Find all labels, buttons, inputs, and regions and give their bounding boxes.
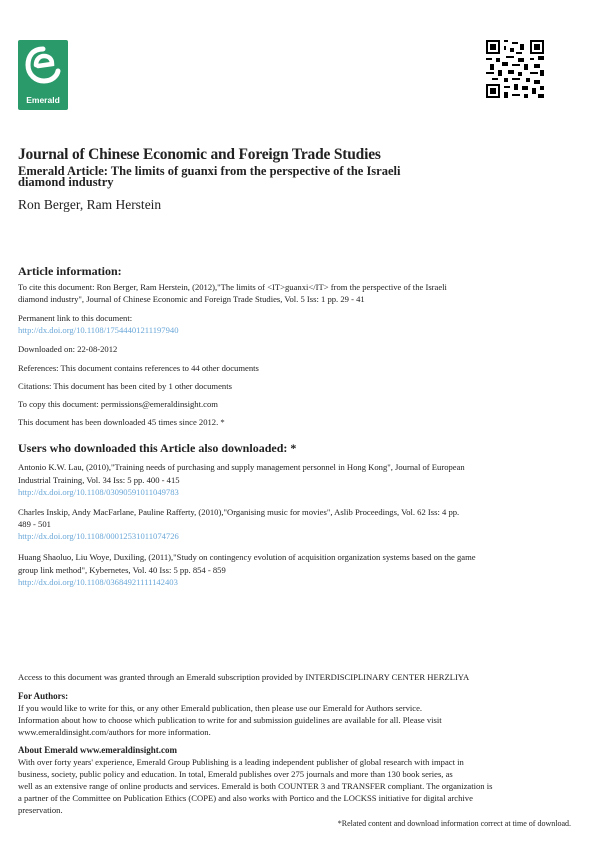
- emerald-swirl-icon: [24, 45, 62, 87]
- about-emerald-text: well as an extensive range of online products and services. Emerald is both COUNTER 3 and TRANSFER compliant. The organization is: [18, 781, 493, 791]
- for-authors-text: www.emeraldinsight.com/authors for more information.: [18, 727, 211, 737]
- copy-permissions: To copy this document: permissions@emeraldinsight.com: [18, 399, 218, 409]
- about-emerald-text: With over forty years' experience, Emerald Group Publishing is a leading independent publisher of global research with impact in: [18, 757, 464, 767]
- related-item-line: Huang Shaoluo, Liu Woye, Duxiling, (2011),"Study on contingency evolution of acquisition organization systems based on the game: [18, 552, 476, 562]
- logo-text: Emerald: [26, 95, 60, 105]
- cite-line-1: To cite this document: Ron Berger, Ram Herstein, (2012),"The limits of <IT>guanxi</IT> from the perspective of the Israeli: [18, 282, 447, 292]
- related-item-line: Charles Inskip, Andy MacFarlane, Pauline Rafferty, (2010),"Organising music for movies", Aslib Proceedings, Vol. 62 Iss: 4 pp.: [18, 507, 460, 517]
- related-item-link[interactable]: http://dx.doi.org/10.1108/00012531011074726: [18, 531, 179, 541]
- downloaded-on: Downloaded on: 22-08-2012: [18, 344, 118, 354]
- related-item-line: Antonio K.W. Lau, (2010),"Training needs of purchasing and supply management personnel in Hong Kong", Journal of European: [18, 462, 465, 472]
- article-authors: Ron Berger, Ram Herstein: [18, 197, 162, 212]
- related-item-line: group link method", Kybernetes, Vol. 40 Iss: 5 pp. 854 - 859: [18, 565, 226, 575]
- cite-line-2: diamond industry", Journal of Chinese Economic and Foreign Trade Studies, Vol. 5 Iss: 1 pp. 29 - 41: [18, 294, 365, 304]
- download-count: This document has been downloaded 45 times since 2012. *: [18, 417, 225, 427]
- about-emerald-text: business, society, public policy and education. In total, Emerald publishes over 275 journals and more than 130 book series, as: [18, 769, 453, 779]
- emerald-logo: [18, 40, 68, 110]
- about-emerald-heading: About Emerald www.emeraldinsight.com: [18, 745, 177, 755]
- related-item-link[interactable]: http://dx.doi.org/10.1108/03684921111142403: [18, 577, 178, 587]
- related-item-line: Industrial Training, Vol. 34 Iss: 5 pp. 400 - 415: [18, 475, 180, 485]
- journal-title: Journal of Chinese Economic and Foreign Trade Studies: [18, 146, 381, 163]
- references-count: References: This document contains references to 44 other documents: [18, 363, 259, 373]
- related-item-line: 489 - 501: [18, 519, 51, 529]
- for-authors-heading: For Authors:: [18, 691, 69, 701]
- qr-code-icon: [486, 40, 544, 98]
- article-title: Emerald Article: The limits of guanxi from the perspective of the Israeli diamond industry: [18, 164, 401, 189]
- about-emerald-text: a partner of the Committee on Publication Ethics (COPE) and also works with Portico and the LOCKSS initiative for digital archive: [18, 793, 473, 803]
- for-authors-text: Information about how to choose which publication to write for and submission guidelines are available for all. Please visit: [18, 715, 442, 725]
- access-notice: Access to this document was granted through an Emerald subscription provided by INTERDISCIPLINARY CENTER HERZLIYA: [18, 672, 470, 682]
- related-content-note: *Related content and download information correct at time of download.: [337, 819, 571, 828]
- related-item-link[interactable]: http://dx.doi.org/10.1108/03090591011049783: [18, 487, 179, 497]
- article-info-heading: Article information:: [18, 264, 122, 278]
- for-authors-text: If you would like to write for this, or any other Emerald publication, then please use our Emerald for Authors service.: [18, 703, 423, 713]
- permanent-link-label: Permanent link to this document:: [18, 313, 133, 323]
- about-emerald-text: preservation.: [18, 805, 63, 815]
- citations-count: Citations: This document has been cited by 1 other documents: [18, 381, 232, 391]
- permanent-link[interactable]: http://dx.doi.org/10.1108/17544401211197940: [18, 325, 179, 335]
- also-downloaded-heading: Users who downloaded this Article also downloaded: *: [18, 441, 297, 455]
